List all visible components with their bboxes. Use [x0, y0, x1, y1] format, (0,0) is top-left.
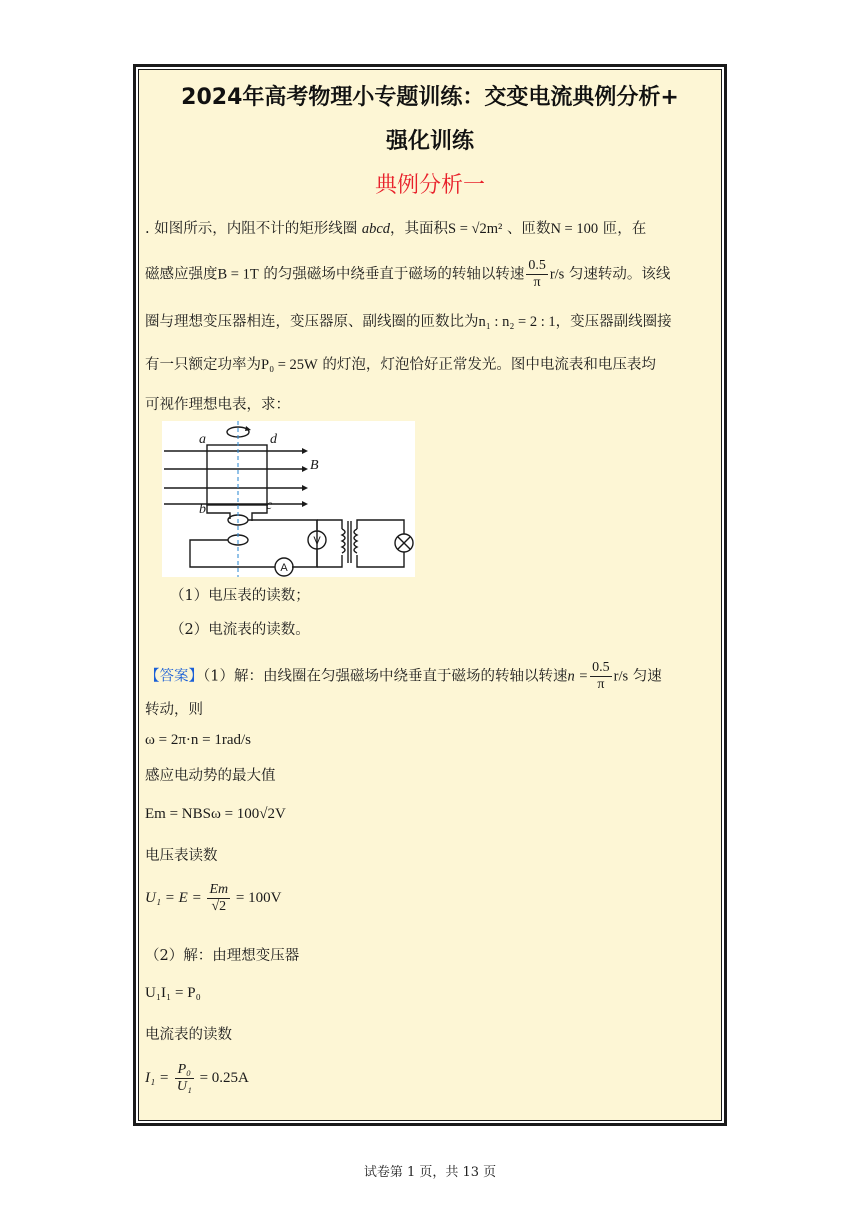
- problem-line-1: . 如图所示，内阻不计的矩形线圈 abcd，其面积S = √2m² 、匝数N = 100 匝，在: [145, 221, 647, 237]
- label-c: c: [266, 498, 273, 513]
- coil-label: abcd: [361, 221, 391, 237]
- ammeter-reading-text: 电流表的读数: [145, 1027, 232, 1043]
- answer-line-1: 【答案】（1）解：由线圈在匀强磁场中绕垂直于磁场的转轴以转速n = $\frac{0.5}{\pi}$ r/s 匀速: [145, 660, 662, 692]
- area-formula: S = √2m²: [448, 221, 503, 237]
- emax-equation: Em = NBSω = 100√2V: [145, 806, 286, 822]
- turns-ratio: n₁ : n₂ = 2 : 1: [478, 314, 556, 330]
- answer-line-2: 转动，则: [145, 702, 203, 718]
- question-1: （1）电压表的读数；: [170, 588, 310, 604]
- emax-text: 感应电动势的最大值: [145, 768, 276, 784]
- power-formula: P₀ = 25W: [261, 357, 318, 373]
- u1-equation: U₁ = E = $\frac{Em}{√2}$ = 100V: [145, 882, 282, 914]
- field-formula: B = 1T: [217, 266, 259, 283]
- page-footer: 试卷第 1 页，共 13 页: [363, 1165, 497, 1180]
- power-equation: U₁I₁ = P₀: [145, 985, 201, 1001]
- problem-line-5: 可视作理想电表，求：: [145, 397, 290, 413]
- speed-fraction: $\frac{0.5}{\pi}$: [528, 258, 546, 290]
- question-2: （2）电流表的读数。: [170, 622, 310, 638]
- turns-formula: N = 100: [550, 221, 599, 237]
- label-a: a: [199, 432, 206, 447]
- voltmeter-label: V: [313, 535, 321, 547]
- part2-text: （2）解：由理想变压器: [145, 948, 300, 964]
- label-b: b: [199, 502, 206, 517]
- answer-tag: 【答案】: [145, 668, 203, 685]
- label-B: B: [310, 458, 319, 473]
- section-heading: 典例分析一: [374, 173, 485, 198]
- circuit-diagram: [162, 421, 415, 577]
- ammeter-label: A: [280, 562, 288, 574]
- page-title-line2: 强化训练: [385, 129, 474, 154]
- problem-line-2: 磁感应强度B = 1T 的匀强磁场中绕垂直于磁场的转轴以转速 $\frac{0.5}{\pi}$ r/s 匀速转动。该线: [145, 258, 671, 290]
- omega-equation: ω = 2π·n = 1rad/s: [145, 732, 252, 748]
- coil-rectangle: [207, 445, 267, 505]
- problem-line-4: 有一只额定功率为P₀ = 25W 的灯泡，灯泡恰好正常发光。图中电流表和电压表均: [145, 357, 656, 373]
- answer-speed-fraction: $\frac{0.5}{\pi}$: [592, 660, 610, 692]
- page-title-line1: 2024年高考物理小专题训练：交变电流典例分析+: [181, 85, 679, 110]
- i1-equation: I₁ = $\frac{\text{P₀}}{\text{U₁}}$ = 0.25A: [145, 1062, 249, 1094]
- problem-line-3: 圈与理想变压器相连，变压器原、副线圈的匝数比为n₁ : n₂ = 2 : 1，变压器副线圈接: [145, 314, 672, 330]
- label-d: d: [270, 432, 277, 447]
- voltmeter-reading-text: 电压表读数: [145, 848, 218, 864]
